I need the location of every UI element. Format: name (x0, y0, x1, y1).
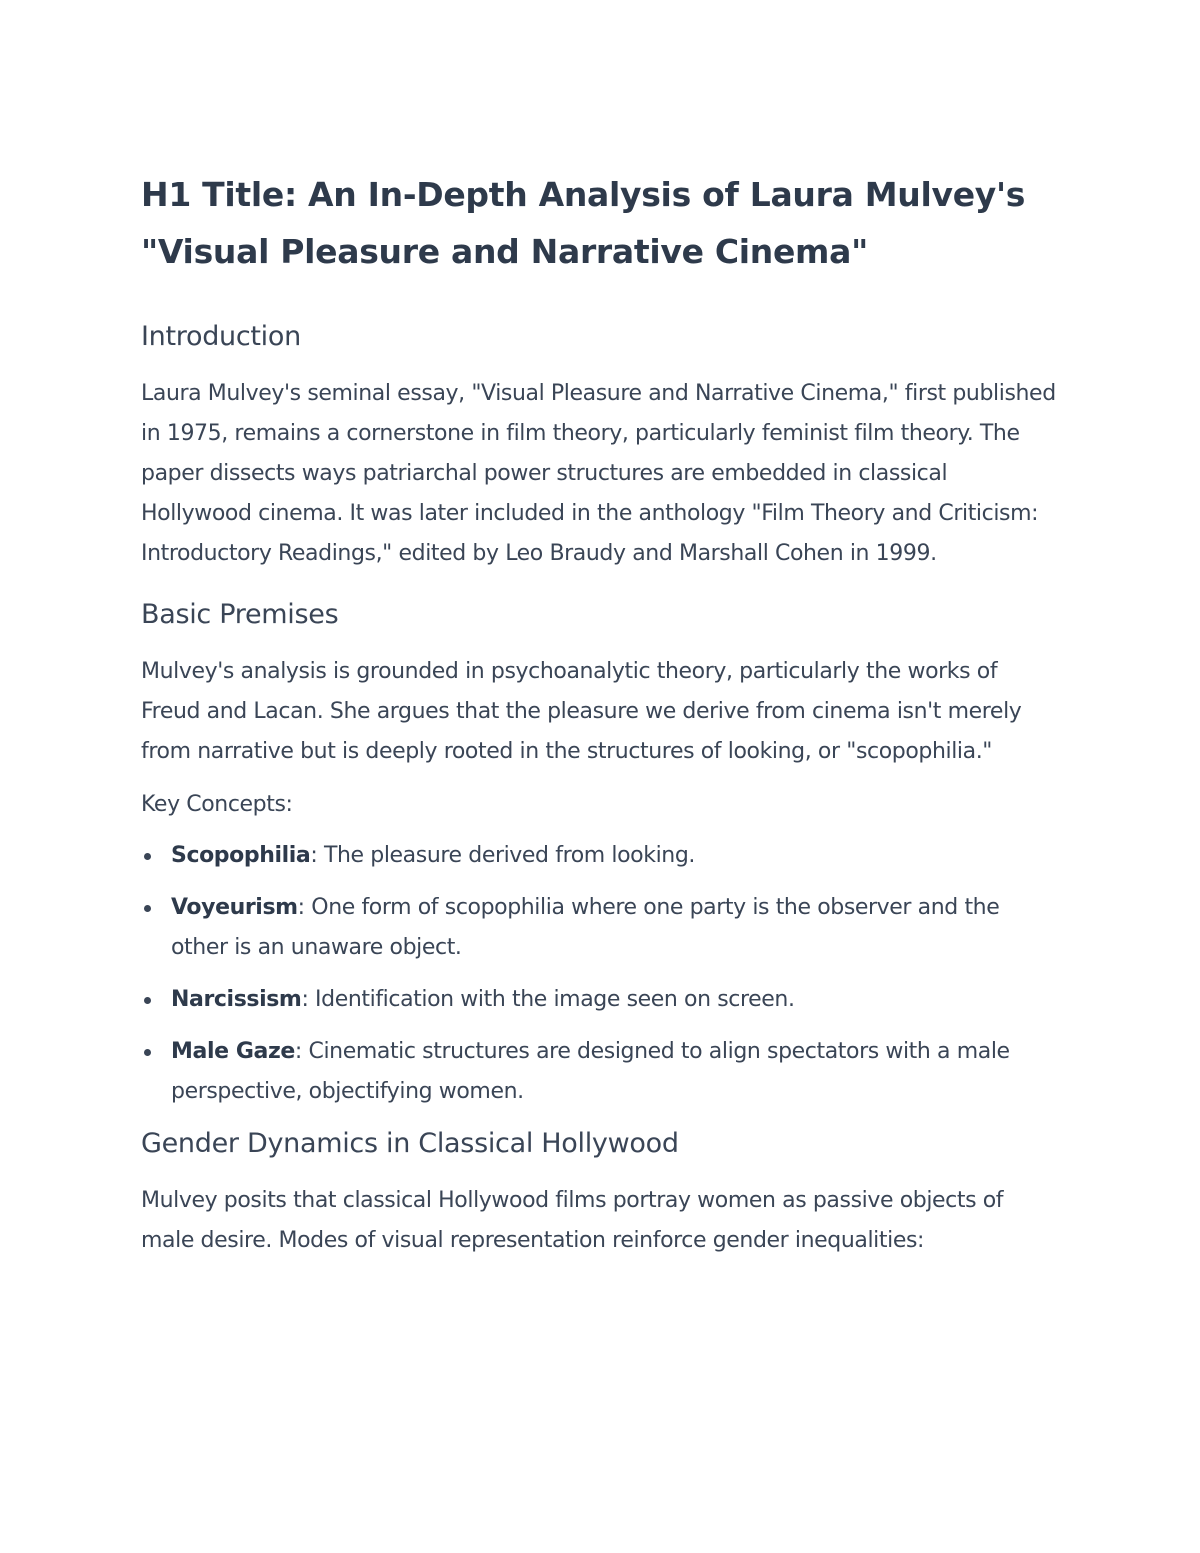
concept-term: Narcissism (171, 987, 302, 1012)
section-heading-basic-premises: Basic Premises (141, 599, 339, 630)
bullet-icon (144, 997, 151, 1004)
bullet-icon (144, 853, 151, 860)
list-item (141, 1032, 1060, 1112)
concept-description: : Identification with the image seen on screen. (301, 987, 795, 1012)
key-concepts-list (141, 836, 1060, 1112)
list-item (141, 888, 1060, 968)
concept-description: : The pleasure derived from looking. (310, 843, 695, 868)
section-heading-introduction: Introduction (141, 321, 301, 352)
key-concepts-label: Key Concepts: (141, 792, 293, 817)
list-item (141, 836, 1060, 876)
introduction-paragraph: Laura Mulvey's seminal essay, "Visual Pleasure and Narrative Cinema," first published in 1975, remains a cornerstone in film theory, particularly feminist film theory. The paper dissects ways patriarchal power structures are embedded in classical Hollywood cinema. It was later included in the anthology "Film Theory and Criticism: Introductory Readings," edited by Leo Braudy and Marshall Cohen in 1999. (141, 381, 1056, 566)
concept-term: Male Gaze (171, 1039, 295, 1064)
basic-premises-paragraph: Mulvey's analysis is grounded in psychoanalytic theory, particularly the works of Freud and Lacan. She argues that the pleasure we derive from cinema isn't merely from narrative but is deeply rooted in the structures of looking, or "scopophilia." (141, 659, 1022, 764)
concept-term: Voyeurism (171, 895, 298, 920)
bullet-icon (144, 905, 151, 912)
concept-description: : One form of scopophilia where one party is the observer and the other is an unaware object. (171, 895, 1000, 960)
concept-description: : Cinematic structures are designed to align spectators with a male perspective, objectifying women. (171, 1039, 1010, 1104)
gender-dynamics-paragraph: Mulvey posits that classical Hollywood films portray women as passive objects of male desire. Modes of visual representation reinforce gender inequalities: (141, 1188, 1004, 1253)
section-heading-gender-dynamics: Gender Dynamics in Classical Hollywood (141, 1128, 679, 1159)
concept-term: Scopophilia (171, 843, 311, 868)
document-title: H1 Title: An In-Depth Analysis of Laura Mulvey's "Visual Pleasure and Narrative Cinema" (141, 175, 1026, 271)
list-item (141, 980, 1060, 1020)
bullet-icon (144, 1049, 151, 1056)
